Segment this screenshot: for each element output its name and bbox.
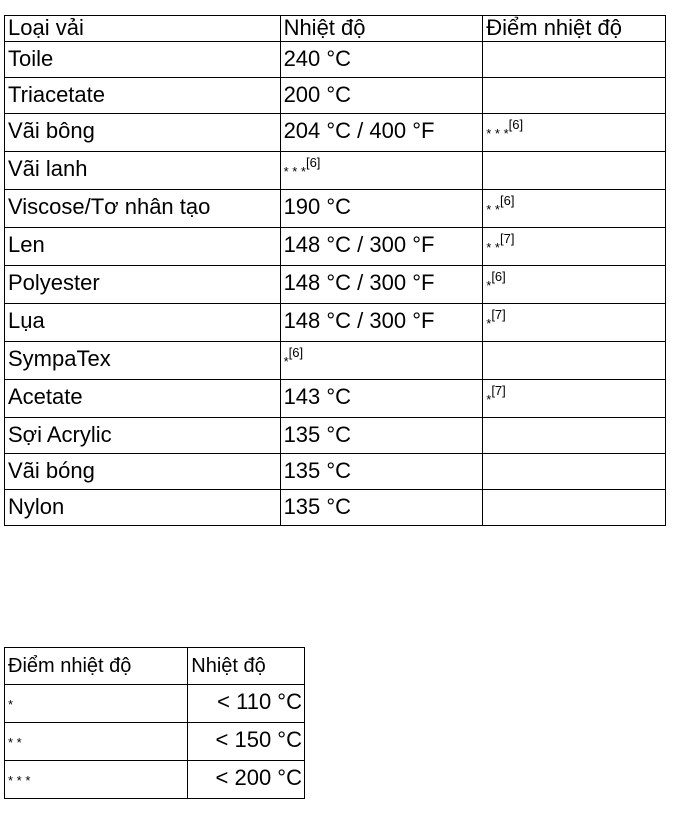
- header-temperature: Nhiệt độ: [280, 16, 483, 42]
- table-row: [5, 152, 666, 190]
- temperature-value: 135 °C: [283, 458, 352, 483]
- temperature-value: 143 °C: [283, 384, 352, 409]
- temperature-cell: [280, 190, 483, 228]
- legend-temperature-cell: < 150 °C: [188, 723, 305, 761]
- fabric-cell: Polyester: [5, 266, 281, 304]
- table-body: [5, 42, 666, 526]
- table-row: [5, 190, 666, 228]
- rating-stars: *: [486, 278, 492, 293]
- legend-body: [5, 685, 305, 799]
- table-row: [5, 490, 666, 526]
- temperature-value: 240 °C: [283, 46, 352, 71]
- legend-row: [5, 761, 305, 799]
- temperature-value: 204 °C / 400 °F: [283, 118, 435, 143]
- temperature-cell: [280, 114, 483, 152]
- legend-row: [5, 723, 305, 761]
- table-row: [5, 342, 666, 380]
- fabric-cell: Triacetate: [5, 78, 281, 114]
- temperature-cell: [280, 78, 483, 114]
- temperature-cell: [280, 418, 483, 454]
- fabric-cell: Viscose/Tơ nhân tạo: [5, 190, 281, 228]
- temperature-cell: [280, 304, 483, 342]
- rating-cell: [483, 42, 666, 78]
- rating-cell: [483, 342, 666, 380]
- fabric-cell: Vãi lanh: [5, 152, 281, 190]
- temperature-cell: [280, 266, 483, 304]
- temperature-value: 200 °C: [283, 82, 352, 107]
- rating-cell: [483, 304, 666, 342]
- table-row: [5, 114, 666, 152]
- legend-temperature-cell: < 110 °C: [188, 685, 305, 723]
- legend-stars: * * *: [8, 773, 31, 788]
- reference-link[interactable]: [7]: [499, 231, 515, 246]
- fabric-cell: Sợi Acrylic: [5, 418, 281, 454]
- rating-legend-table: [4, 647, 305, 799]
- rating-cell: [483, 228, 666, 266]
- temperature-value: 190 °C: [283, 194, 352, 219]
- legend-stars: *: [8, 697, 14, 712]
- legend-header-rating: Điểm nhiệt độ: [5, 648, 188, 685]
- reference-link[interactable]: [7]: [491, 307, 506, 322]
- table-row: [5, 454, 666, 490]
- temperature-value: 148 °C / 300 °F: [283, 232, 435, 257]
- rating-stars: * *: [486, 202, 500, 217]
- legend-rating-cell: [5, 685, 188, 723]
- reference-link[interactable]: [6]: [499, 193, 515, 208]
- fabric-cell: Vãi bóng: [5, 454, 281, 490]
- temperature-cell: [280, 490, 483, 526]
- fabric-cell: Nylon: [5, 490, 281, 526]
- table-row: [5, 266, 666, 304]
- fabric-cell: SympaTex: [5, 342, 281, 380]
- temperature-cell: [280, 152, 483, 190]
- reference-link[interactable]: [6]: [491, 269, 506, 284]
- fabric-cell: Acetate: [5, 380, 281, 418]
- rating-stars: * * *: [486, 126, 509, 141]
- rating-cell: [483, 190, 666, 228]
- reference-link[interactable]: [6]: [508, 117, 524, 132]
- temperature-cell: [280, 228, 483, 266]
- table-row: [5, 380, 666, 418]
- temperature-cell: [280, 342, 483, 380]
- temperature-value: 135 °C: [283, 422, 352, 447]
- reference-link[interactable]: [7]: [491, 383, 506, 398]
- temperature-value: 148 °C / 300 °F: [283, 270, 435, 295]
- rating-cell: [483, 418, 666, 454]
- temperature-stars: *: [283, 354, 289, 369]
- legend-header-row: [5, 648, 305, 685]
- table-row: [5, 304, 666, 342]
- temperature-cell: [280, 42, 483, 78]
- temperature-cell: [280, 454, 483, 490]
- rating-cell: [483, 490, 666, 526]
- table-header-row: [5, 16, 666, 42]
- table-row: [5, 78, 666, 114]
- legend-rating-cell: [5, 723, 188, 761]
- rating-stars: *: [486, 316, 492, 331]
- legend-rating-cell: [5, 761, 188, 799]
- rating-cell: [483, 454, 666, 490]
- rating-cell: [483, 266, 666, 304]
- legend-temperature-cell: < 200 °C: [188, 761, 305, 799]
- temperature-value: 148 °C / 300 °F: [283, 308, 435, 333]
- fabric-cell: Len: [5, 228, 281, 266]
- table-row: [5, 228, 666, 266]
- fabric-cell: Vãi bông: [5, 114, 281, 152]
- temperature-value: 135 °C: [283, 494, 352, 519]
- table-row: [5, 418, 666, 454]
- temperature-cell: [280, 380, 483, 418]
- legend-row: [5, 685, 305, 723]
- fabric-cell: Toile: [5, 42, 281, 78]
- rating-cell: [483, 380, 666, 418]
- legend-header-temperature: Nhiệt độ: [188, 648, 305, 685]
- reference-link[interactable]: [6]: [305, 155, 321, 170]
- header-rating: Điểm nhiệt độ: [483, 16, 666, 42]
- temperature-stars: * * *: [283, 164, 306, 179]
- table-row: [5, 42, 666, 78]
- legend-stars: * *: [8, 735, 22, 750]
- rating-cell: [483, 114, 666, 152]
- header-fabric: Loại vải: [5, 16, 281, 42]
- rating-stars: * *: [486, 240, 500, 255]
- reference-link[interactable]: [6]: [288, 345, 304, 360]
- fabric-cell: Lụa: [5, 304, 281, 342]
- rating-cell: [483, 152, 666, 190]
- rating-cell: [483, 78, 666, 114]
- fabric-temperature-table: [4, 15, 666, 526]
- rating-stars: *: [486, 392, 492, 407]
